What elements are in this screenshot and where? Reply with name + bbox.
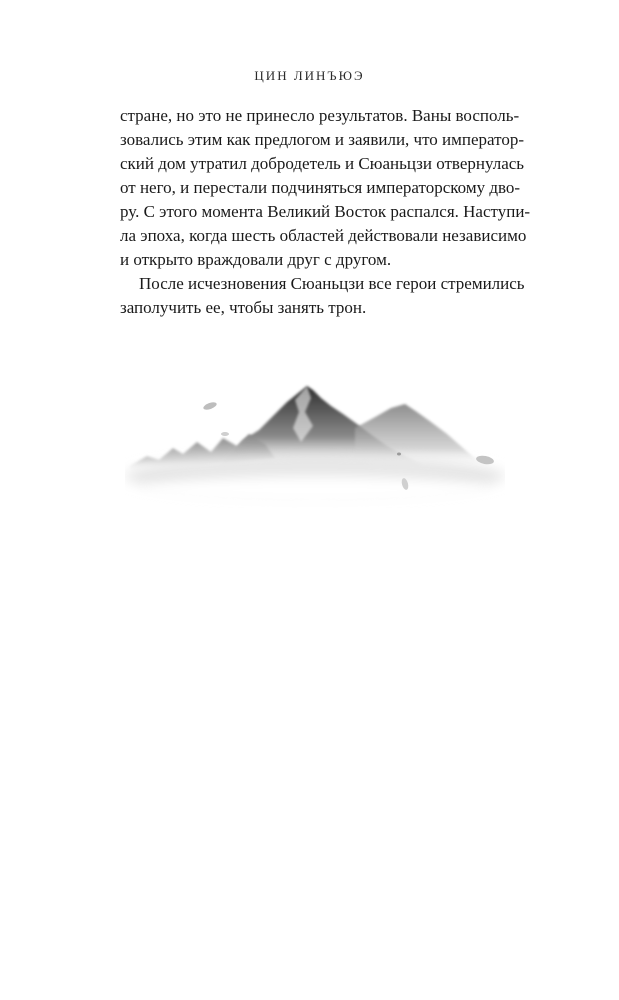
text-line: ский дом утратил добродетель и Сюаньцзи отвернулась bbox=[120, 154, 525, 173]
text-line: заполучить ее, чтобы занять трон. bbox=[120, 298, 367, 317]
text-line: ру. С этого момента Великий Восток распался. Наступи- bbox=[120, 202, 531, 221]
mountain-ink-illustration-icon bbox=[125, 368, 505, 508]
paragraph-2 bbox=[120, 272, 525, 320]
text-line: и открыто враждовали друг с другом. bbox=[120, 250, 392, 269]
running-header: ЦИН ЛИНЪЮЭ bbox=[254, 68, 365, 83]
body-text bbox=[120, 104, 531, 320]
petal-5 bbox=[397, 453, 401, 456]
paragraph-1 bbox=[120, 104, 531, 272]
text-line: стране, но это не принесло результатов. Ваны восполь- bbox=[120, 106, 520, 125]
text-line: зовались этим как предлогом и заявили, что император- bbox=[120, 130, 525, 149]
mist-band-low bbox=[145, 476, 485, 504]
text-line: После исчезновения Сюаньцзи все герои стремились bbox=[139, 274, 525, 293]
petal-1 bbox=[202, 401, 217, 411]
petal-2 bbox=[221, 432, 229, 436]
text-line: от него, и перестали подчиняться императорскому дво- bbox=[120, 178, 521, 197]
text-line: ла эпоха, когда шесть областей действовали независимо bbox=[120, 226, 527, 245]
